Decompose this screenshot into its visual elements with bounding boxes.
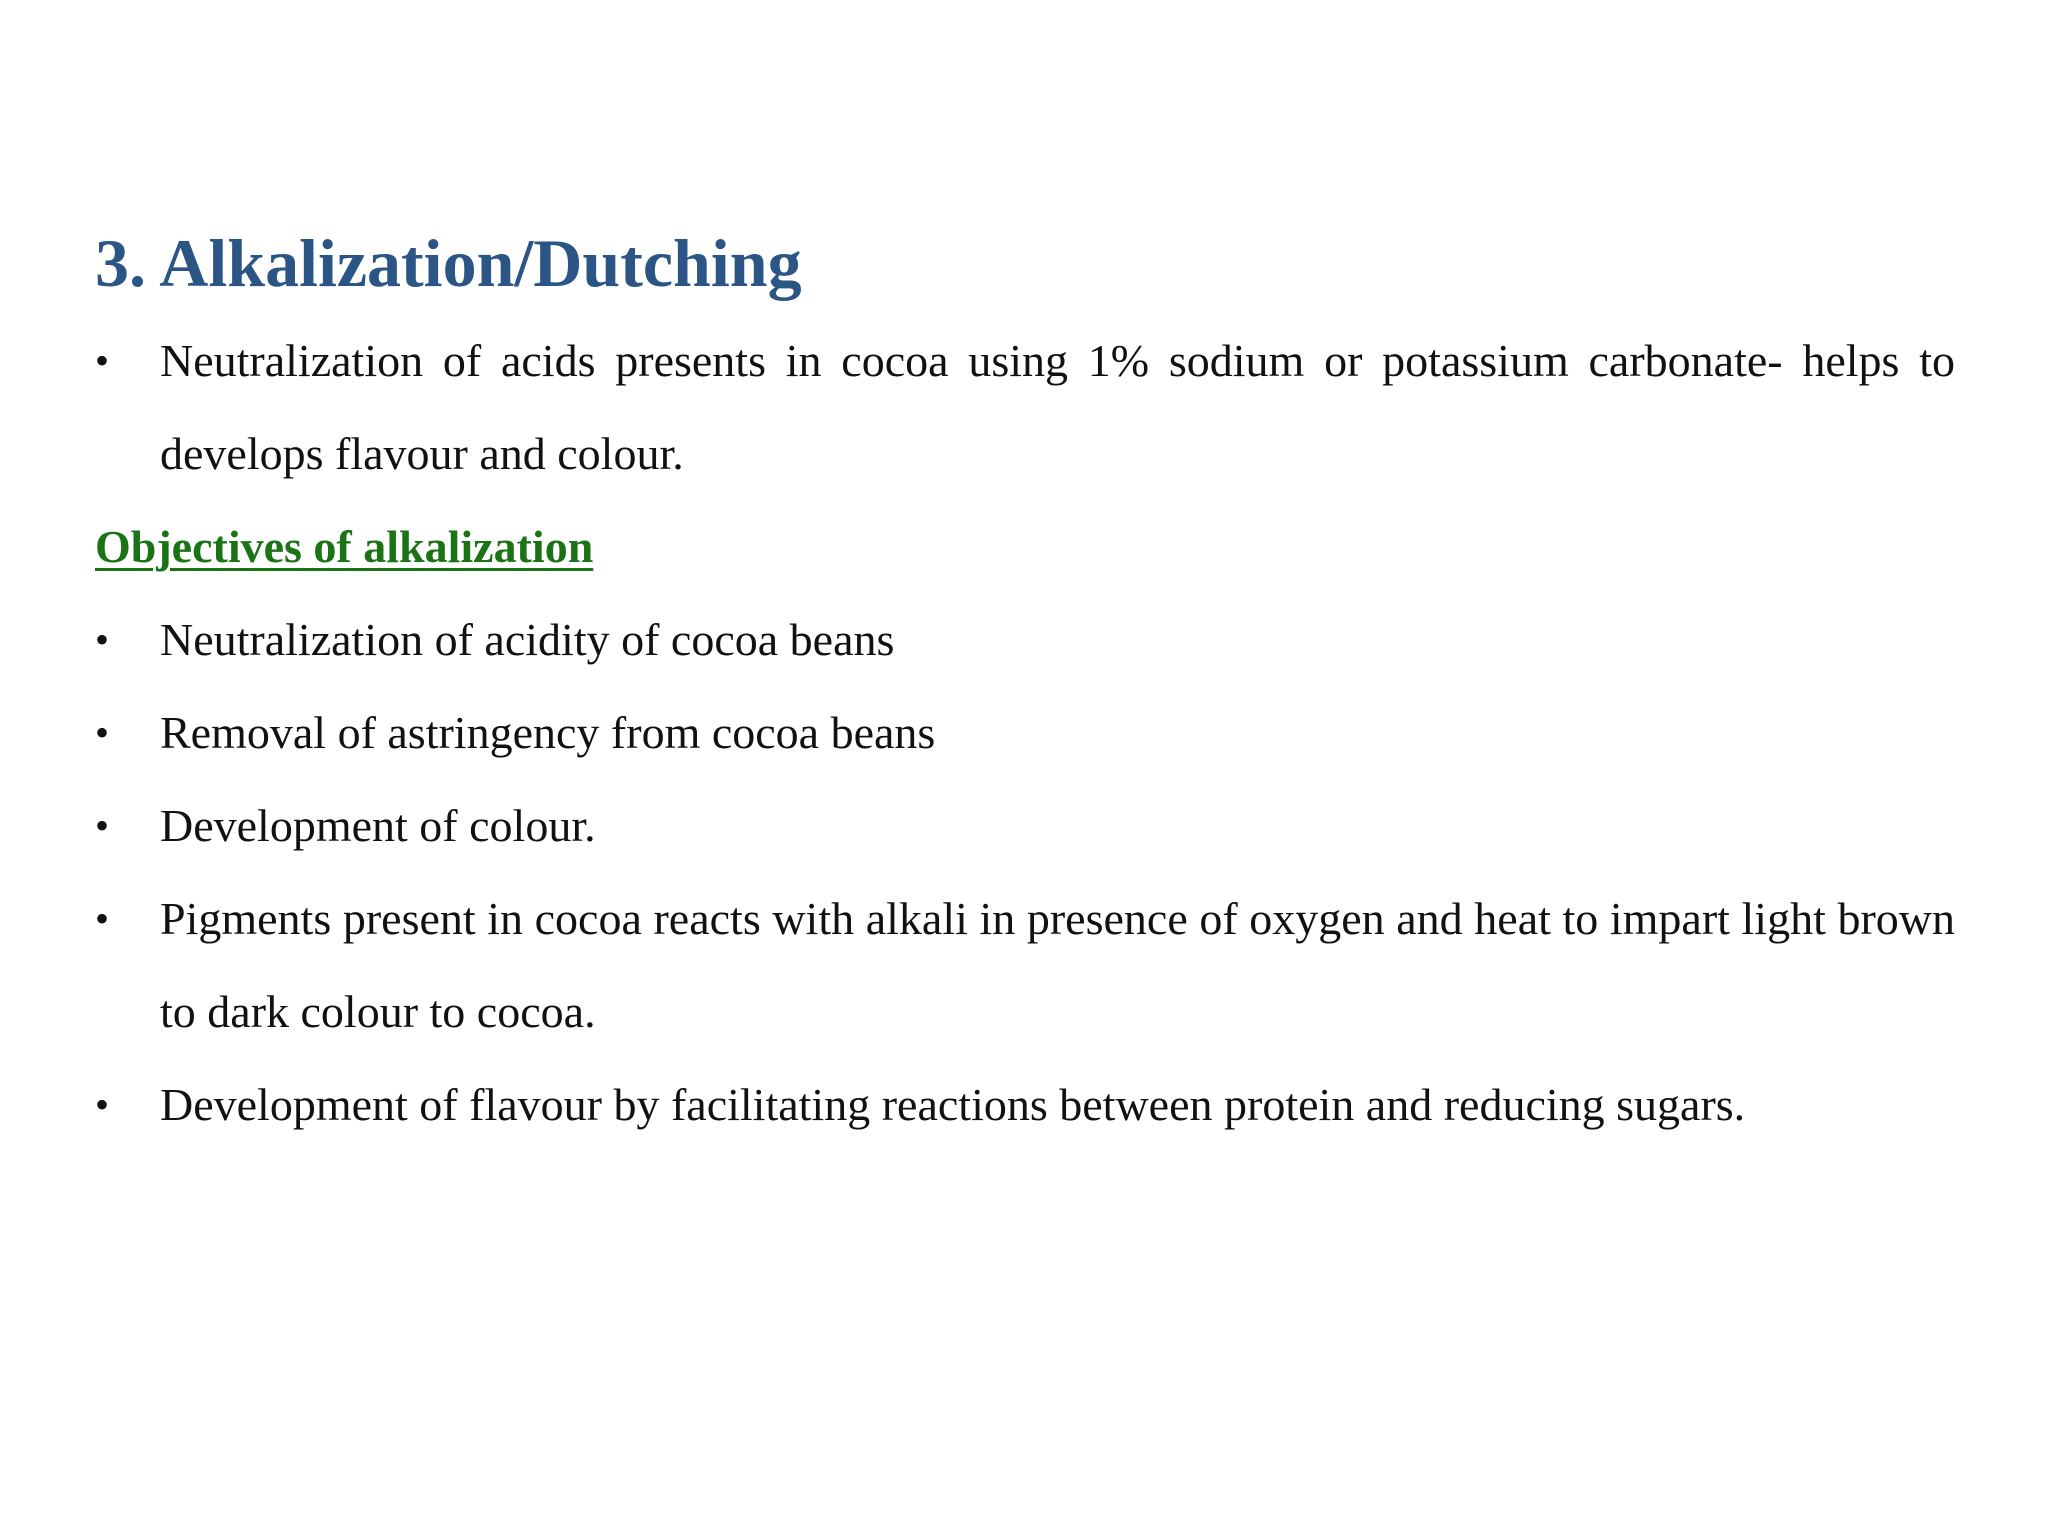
objective-item	[95, 686, 1955, 779]
bullet-icon: •	[95, 896, 110, 941]
objective-text: Removal of astringency from cocoa beans	[160, 707, 936, 758]
objectives-list	[95, 593, 1955, 1151]
bullet-icon: •	[95, 710, 110, 755]
objective-item	[95, 593, 1955, 686]
objective-item	[95, 779, 1955, 872]
slide-content	[95, 215, 1955, 1151]
bullet-icon: •	[95, 338, 110, 383]
bullet-icon: •	[95, 1082, 110, 1127]
objective-item	[95, 872, 1955, 1058]
intro-bullet-item	[95, 314, 1955, 500]
objectives-heading: Objectives of alkalization	[95, 521, 594, 572]
bullet-icon: •	[95, 617, 110, 662]
objective-text: Development of flavour by facilitating reactions between protein and reducing sugars.	[160, 1079, 1746, 1130]
intro-list	[95, 314, 1955, 500]
bullet-icon: •	[95, 803, 110, 848]
objective-text: Development of colour.	[160, 800, 596, 851]
slide-title: 3. Alkalization/Dutching	[95, 225, 802, 301]
objective-text: Neutralization of acidity of cocoa beans	[160, 614, 895, 665]
intro-bullet-text: Neutralization of acids presents in cocoa using 1% sodium or potassium carbonate- helps to develops flavour and colour.	[160, 335, 1955, 479]
objective-text: Pigments present in cocoa reacts with alkali in presence of oxygen and heat to impart light brown to dark colour to cocoa.	[160, 893, 1955, 1037]
objective-item	[95, 1058, 1955, 1151]
